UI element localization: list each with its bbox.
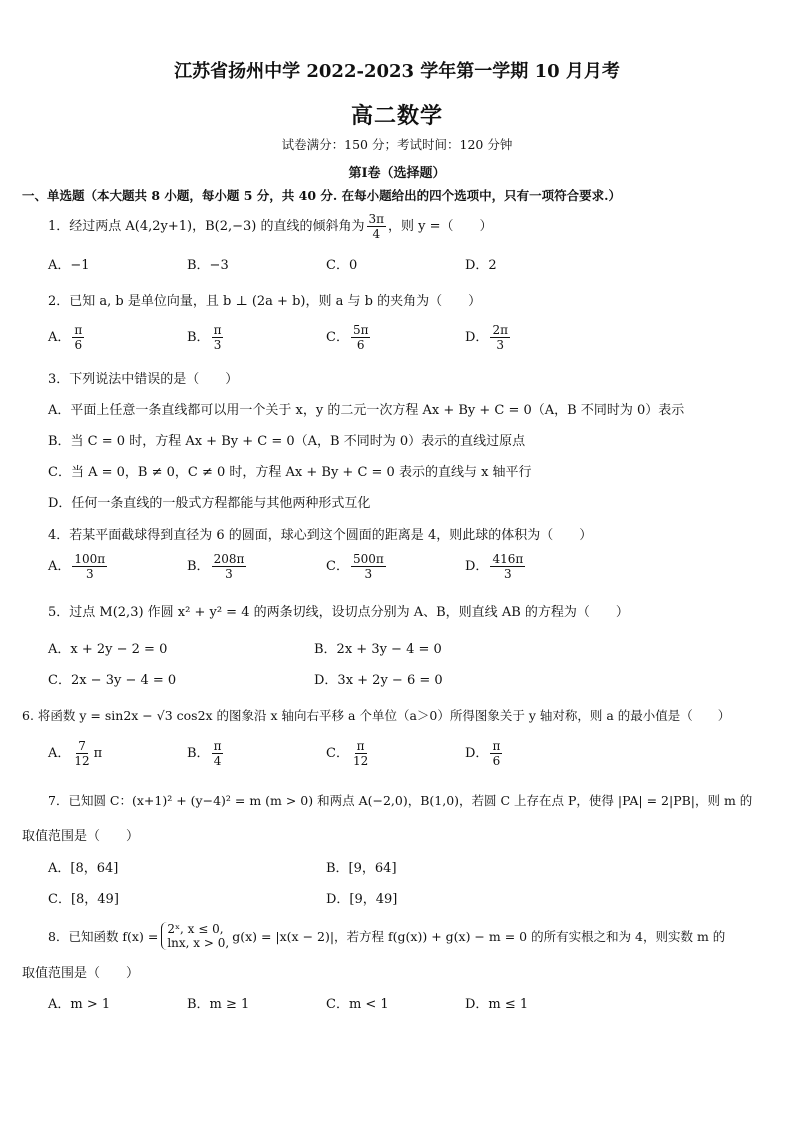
q2-d-den: 3	[496, 338, 505, 352]
q8-piecewise	[161, 922, 229, 950]
q6-a-label: A．	[48, 746, 71, 761]
q8-option-c: C．m < 1	[326, 997, 389, 1012]
q4-b-den: 3	[225, 567, 233, 581]
exam-info: 试卷满分：150 分；考试时间：120 分钟	[281, 137, 513, 152]
question-6: 6. 将函数 y = sin2x − √3 cos2x 的图象沿 x 轴向右平移 a 个单位（a＞0）所得图象关于 y 轴对称，则 a 的最小值是（ ）	[22, 708, 731, 723]
q3-option-d: D．任何一条直线的一般式方程都能与其他两种形式互化	[48, 496, 371, 511]
q3-option-a: A．平面上任意一条直线都可以用一个关于 x，y 的二元一次方程 Ax + By + C = 0（A，B 不同时为 0）表示	[48, 403, 685, 418]
question-4: 4．若某平面截球得到直径为 6 的圆面，球心到这个圆面的距离是 4，则此球的体积为（ ）	[48, 528, 593, 543]
q2-c-num: 5π	[352, 323, 369, 337]
q2-a-num: π	[74, 323, 83, 337]
q4-option-b	[187, 552, 248, 581]
q6-c-num: π	[356, 739, 365, 753]
q6-option-d	[465, 739, 504, 768]
q2-a-fraction	[72, 323, 84, 352]
q2-b-num: π	[213, 323, 222, 337]
q6-a-den: 12	[74, 754, 90, 768]
q2-option-c	[326, 323, 372, 352]
q3-option-b: B．当 C = 0 时，方程 Ax + By + C = 0（A，B 不同时为 0）表示的直线过原点	[48, 434, 526, 449]
q7-option-c: C．[8，49]	[48, 892, 119, 907]
q4-d-label: D．	[465, 559, 489, 574]
q6-b-fraction	[212, 739, 224, 768]
question-3: 3．下列说法中错误的是（ ）	[48, 372, 239, 387]
question-1	[48, 212, 493, 241]
q4-a-num: 100π	[74, 552, 106, 566]
q7-option-d: D．[9，49]	[326, 892, 398, 907]
q4-c-num: 500π	[352, 552, 384, 566]
q2-d-label: D．	[465, 330, 489, 345]
q8-case-1: 2ˣ, x ≤ 0,	[167, 922, 224, 936]
q7-option-b: B．[9，64]	[326, 861, 397, 876]
q2-d-fraction	[490, 323, 510, 352]
q6-c-label: C．	[326, 746, 349, 761]
q4-d-fraction	[490, 552, 525, 581]
q2-c-den: 6	[356, 338, 365, 352]
q8-case-2: lnx, x > 0,	[167, 936, 230, 950]
q3-option-c: C．当 A = 0，B ≠ 0，C ≠ 0 时，方程 Ax + By + C = 0 表示的直线与 x 轴平行	[48, 465, 532, 480]
q8-option-d: D．m ≤ 1	[465, 997, 529, 1012]
q1-stem-post: ，则 y =（ ）	[388, 219, 493, 234]
q2-c-fraction	[351, 323, 371, 352]
q4-option-c	[326, 552, 388, 581]
exam-title: 江苏省扬州中学 2022-2023 学年第一学期 10 月月考	[174, 61, 620, 82]
q4-a-den: 3	[85, 567, 94, 581]
q4-c-fraction	[351, 552, 386, 581]
q1-option-a: A．−1	[48, 258, 90, 273]
q2-d-num: 2π	[492, 323, 508, 337]
q5-option-d: D．3x + 2y − 6 = 0	[314, 673, 443, 688]
q5-option-b: B．2x + 3y − 4 = 0	[314, 642, 442, 657]
q1-fraction	[367, 212, 387, 241]
q6-a-fraction	[72, 739, 91, 768]
q6-b-num: π	[213, 739, 222, 753]
q4-b-fraction	[212, 552, 247, 581]
q6-a-suffix: π	[93, 746, 103, 761]
volume-heading: 第Ⅰ卷（选择题）	[348, 166, 446, 181]
q2-c-label: C．	[326, 330, 349, 345]
q6-option-c	[326, 739, 372, 768]
question-5: 5．过点 M(2,3) 作圆 x² + y² = 4 的两条切线，设切点分别为 A、B，则直线 AB 的方程为（ ）	[48, 605, 629, 620]
q6-b-label: B．	[187, 746, 210, 761]
q4-d-den: 3	[504, 567, 512, 581]
q6-c-den: 12	[352, 754, 369, 768]
q8-stem-post: g(x) = |x(x − 2)|，若方程 f(g(x)) + g(x) − m = 0 的所有实根之和为 4，则实数 m 的	[232, 929, 726, 944]
q2-b-den: 3	[213, 338, 222, 352]
q2-a-den: 6	[74, 338, 83, 352]
question-8-cont: 取值范围是（ ）	[22, 966, 140, 981]
q1-frac-num: 3π	[368, 212, 385, 226]
q1-option-d: D．2	[465, 258, 497, 273]
q4-b-num: 208π	[213, 552, 245, 566]
q5-option-c: C．2x − 3y − 4 = 0	[48, 673, 177, 688]
q4-b-label: B．	[187, 559, 210, 574]
q2-option-b	[187, 323, 225, 352]
q8-option-b: B．m ≥ 1	[187, 997, 250, 1012]
q4-d-num: 416π	[492, 552, 524, 566]
q6-option-b	[187, 739, 225, 768]
q4-a-label: A．	[48, 559, 71, 574]
q1-frac-den: 4	[372, 227, 381, 241]
q4-c-label: C．	[326, 559, 349, 574]
q6-option-a	[48, 739, 102, 768]
q6-d-num: π	[492, 739, 501, 753]
q1-option-c: C．0	[326, 258, 358, 273]
q4-c-den: 3	[364, 567, 373, 581]
question-8	[48, 922, 725, 950]
q6-d-label: D．	[465, 746, 489, 761]
q1-stem-pre: 1．经过两点 A(4,2y+1)，B(2,−3) 的直线的倾斜角为	[48, 219, 365, 234]
q2-b-label: B．	[187, 330, 210, 345]
q2-option-a	[48, 323, 86, 352]
section-heading: 一、单选题（本大题共 8 小题，每小题 5 分，共 40 分. 在每小题给出的四个选项中，只有一项符合要求.）	[22, 188, 621, 203]
q2-option-d	[465, 323, 512, 352]
q8-stem-pre: 8．已知函数 f(x) =	[48, 929, 159, 944]
question-7-cont: 取值范围是（ ）	[22, 829, 140, 844]
q8-option-a: A．m > 1	[48, 997, 111, 1012]
question-7: 7．已知圆 C：(x+1)² + (y−4)² = m (m > 0) 和两点 A(−2,0)，B(1,0)，若圆 C 上存在点 P，使得 |PA| = 2|PB|，则 m 的	[48, 793, 753, 808]
q2-b-fraction	[212, 323, 224, 352]
q4-option-d	[465, 552, 527, 581]
q7-option-a: A．[8，64]	[48, 861, 119, 876]
q6-d-fraction	[490, 739, 502, 768]
q1-option-b: B．−3	[187, 258, 229, 273]
q6-c-fraction	[351, 739, 370, 768]
question-2: 2．已知 a, b 是单位向量，且 b ⊥ (2a + b)，则 a 与 b 的夹角为（ ）	[48, 294, 482, 309]
q4-a-fraction	[72, 552, 107, 581]
subject-title: 高二数学	[350, 103, 443, 129]
q5-option-a: A．x + 2y − 2 = 0	[48, 642, 168, 657]
q4-option-a	[48, 552, 109, 581]
q6-d-den: 6	[492, 754, 501, 768]
q6-b-den: 4	[213, 754, 222, 768]
q6-a-num: 7	[78, 739, 86, 753]
q2-a-label: A．	[48, 330, 71, 345]
